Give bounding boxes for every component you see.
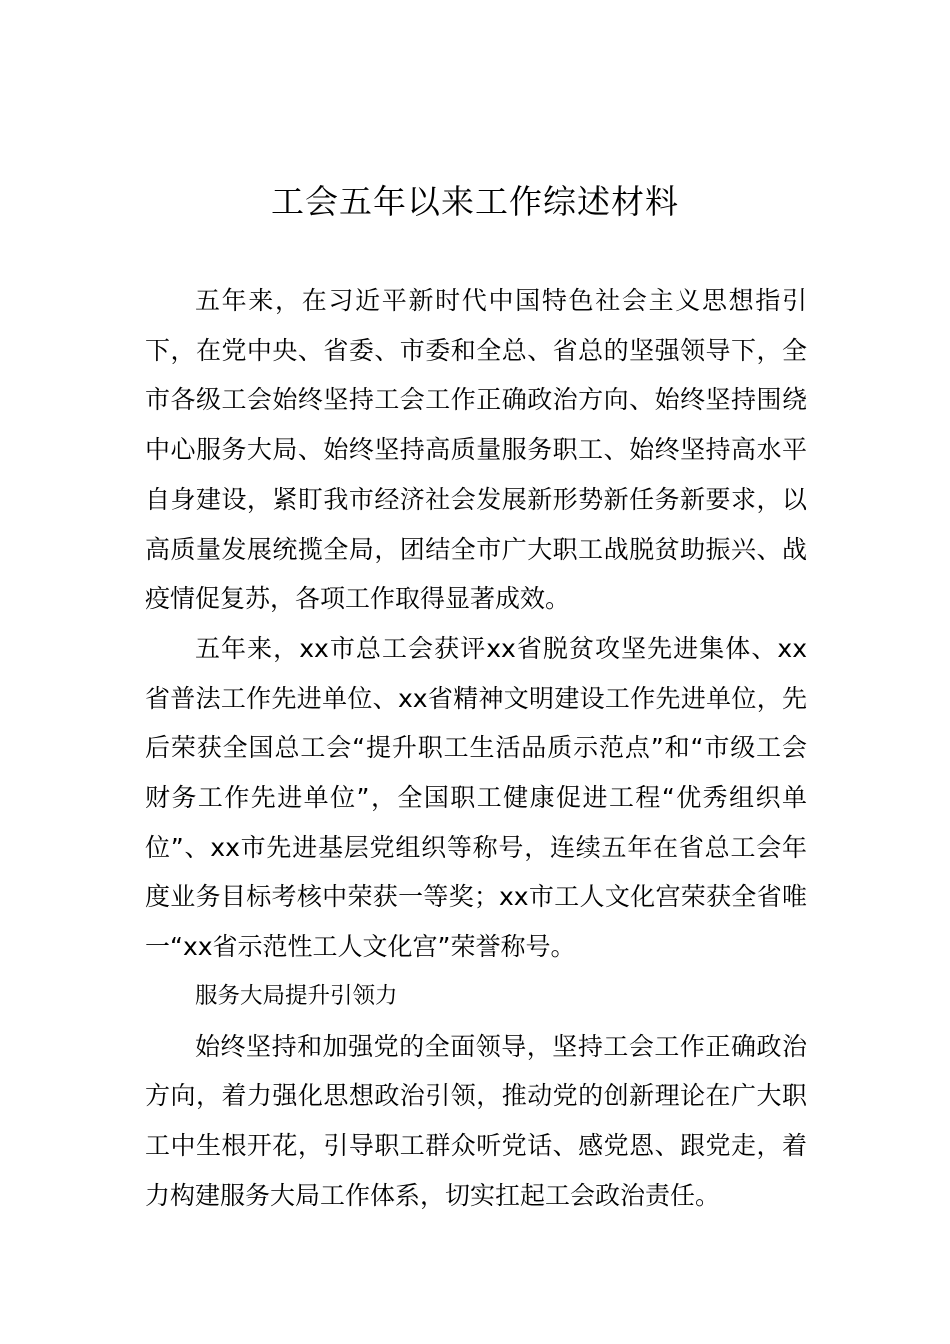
paragraph-section-body: 始终坚持和加强党的全面领导，坚持工会工作正确政治方向，着力强化思想政治引领，推动党的创新理论在广大职工中生根开花，引导职工群众听党话、感党恩、跟党走，着力构建服务大局工作体系，切实扛起工会政治责任。 xyxy=(145,1031,807,1210)
document-title: 工会五年以来工作综述材料 xyxy=(271,182,679,221)
document-body xyxy=(145,276,807,1220)
paragraph-overview: 五年来，在习近平新时代中国特色社会主义思想指引下，在党中央、省委、市委和全总、省总的坚强领导下，全市各级工会始终坚持工会工作正确政治方向、始终坚持围绕中心服务大局、始终坚持高质量服务职工、始终坚持高水平自身建设，紧盯我市经济社会发展新形势新任务新要求，以高质量发展统揽全局，团结全市广大职工战脱贫助振兴、战疫情促复苏，各项工作取得显著成效。 xyxy=(145,286,807,614)
section-heading: 服务大局提升引领力 xyxy=(195,982,398,1009)
paragraph-honors: 五年来，xx市总工会获评xx省脱贫攻坚先进集体、xx省普法工作先进单位、xx省精神文明建设工作先进单位，先后荣获全国总工会“提升职工生活品质示范点”和“市级工会财务工作先进单位”，全国职工健康促进工程“优秀组织单位”、xx市先进基层党组织等称号，连续五年在省总工会年度业务目标考核中荣获一等奖；xx市工人文化宫荣获全省唯一“xx省示范性工人文化宫”荣誉称号。 xyxy=(145,633,807,962)
